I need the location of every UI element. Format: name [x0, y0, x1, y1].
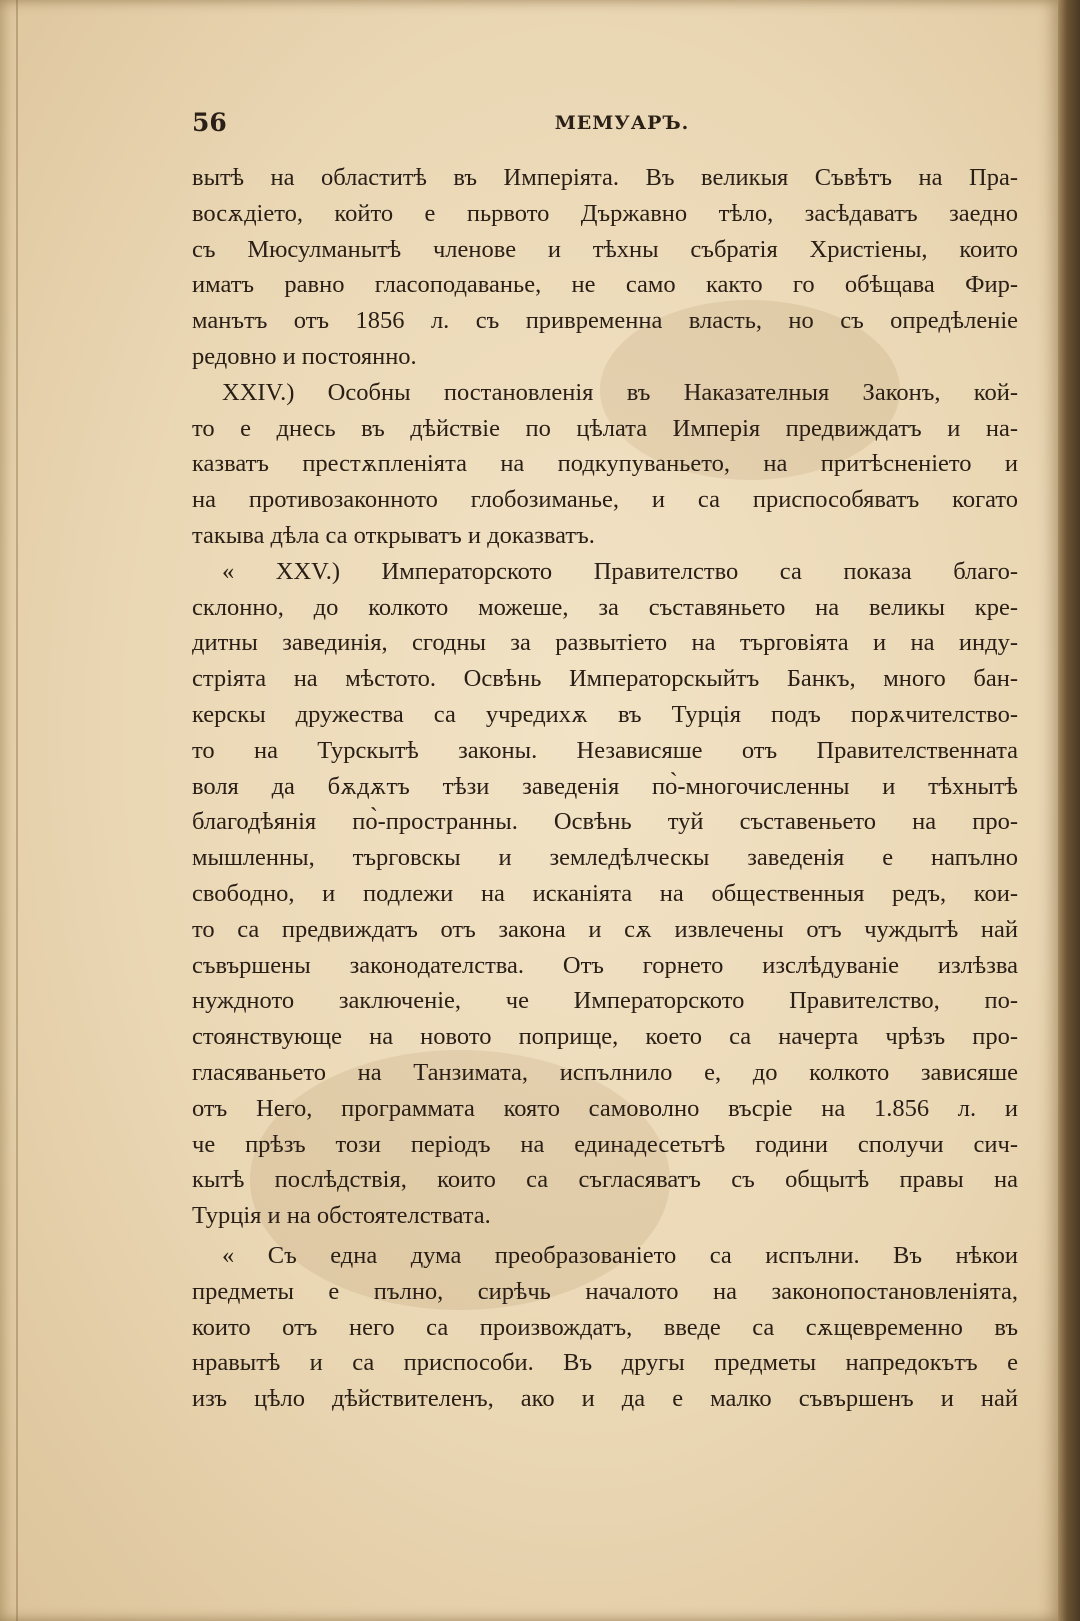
page-body: [192, 160, 1018, 1417]
text-line: свободно, и подлежи на исканіята на общественныя редъ, кои-: [192, 879, 1018, 907]
text-line: стріята на мѣстото. Освѣнь Императорскыйтъ Банкъ, много бан-: [192, 665, 1018, 693]
text-line: то на Турскытѣ законы. Независяше отъ Правителственната: [192, 736, 1018, 764]
text-line: на противозаконното глобозиманье, и са приспособяватъ когато: [192, 486, 1018, 514]
text-line: « Съ една дума преобразованіето са испълни. Въ нѣкои: [222, 1241, 1018, 1269]
text-line: изъ цѣло дѣйствителенъ, ако и да е малко съвършенъ и най: [192, 1385, 1018, 1413]
page-fold-shadow: [16, 0, 18, 1621]
text-line: XXIV.) Особны постановленія въ Наказателныя Законъ, кой-: [222, 378, 1018, 406]
text-line: кытѣ послѣдствія, които са съгласяватъ съ общытѣ правы на: [192, 1166, 1018, 1194]
text-line: то е днесь въ дѣйствіе по цѣлата Имперія предвиждатъ и на-: [192, 414, 1018, 442]
running-title: МЕМУАРЪ.: [554, 112, 690, 134]
text-line: които отъ него са произвождатъ, введе са сѫщевременно въ: [192, 1313, 1018, 1341]
text-line: иматъ равно гласоподаванье, не само както го обѣщава Фир-: [192, 271, 1018, 299]
text-line: казватъ престѫпленіята на подкупуваньето, на притѣсненіето и: [192, 450, 1018, 478]
text-line: восѫдіето, който е пьрвото Държавно тѣло, засѣдаватъ заедно: [192, 199, 1018, 227]
book-spine-edge: [1058, 0, 1080, 1621]
text-line: редовно и постоянно.: [192, 342, 417, 370]
text-line: предметы е пълно, сирѣчь началото на законопостановленіята,: [192, 1277, 1018, 1305]
text-line: керскы дружества са учредихѫ въ Турція подъ порѫчителство-: [192, 700, 1018, 728]
text-line: благодѣянія по̀-пространны. Освѣнь туй съставеньето на про-: [192, 808, 1018, 836]
text-line: воля да бѫдѫтъ тѣзи заведенія по̀-многочисленны и тѣхнытѣ: [192, 772, 1018, 800]
text-line: отъ Него, программата която самоволно въсріе на 1.856 л. и: [192, 1094, 1018, 1122]
text-line: стоянствующе на новото поприще, което са начерта чрѣзъ про-: [192, 1023, 1018, 1051]
text-line: вытѣ на областитѣ въ Имперіята. Въ великыя Съвѣтъ на Пра-: [192, 164, 1018, 191]
text-line: нуждното заключеніе, че Императорското Правителство, по-: [192, 987, 1018, 1015]
text-line: съ Мюсулманытѣ членове и тѣхны събратія Христіены, които: [192, 235, 1018, 263]
text-line: такыва дѣла са открыватъ и доказватъ.: [192, 521, 595, 549]
text-line: нравытѣ и са приспособи. Въ другы предметы напредокътъ е: [192, 1349, 1018, 1377]
text-line: манътъ отъ 1856 л. съ привременна власть, но съ опредѣленіе: [192, 307, 1018, 335]
text-line: че прѣзъ този періодъ на единадесетьтѣ години сполучи сич-: [192, 1130, 1018, 1158]
text-line: то са предвиждатъ отъ закона и сѫ извлечены отъ чуждытѣ най: [192, 915, 1018, 943]
text-line: Турція и на обстоятелствата.: [192, 1202, 491, 1230]
page-header: [192, 108, 1018, 144]
text-line: съвършены законодателства. Отъ горнето изслѣдуваніе излѣзва: [192, 951, 1018, 979]
text-line: « XXV.) Императорското Правителство са показа благо-: [222, 557, 1018, 585]
text-line: мышленны, търговскы и земледѣлческы заведенія е напълно: [192, 844, 1018, 872]
text-line: гласяваньето на Танзимата, испълнило е, до колкото зависяше: [192, 1058, 1018, 1086]
text-line: склонно, до колкото можеше, за съставяньето на великы кре-: [192, 593, 1018, 621]
page-number: 56: [192, 108, 227, 137]
text-line: дитны завединія, сгодны за развытіето на търговіята и на инду-: [192, 629, 1018, 657]
